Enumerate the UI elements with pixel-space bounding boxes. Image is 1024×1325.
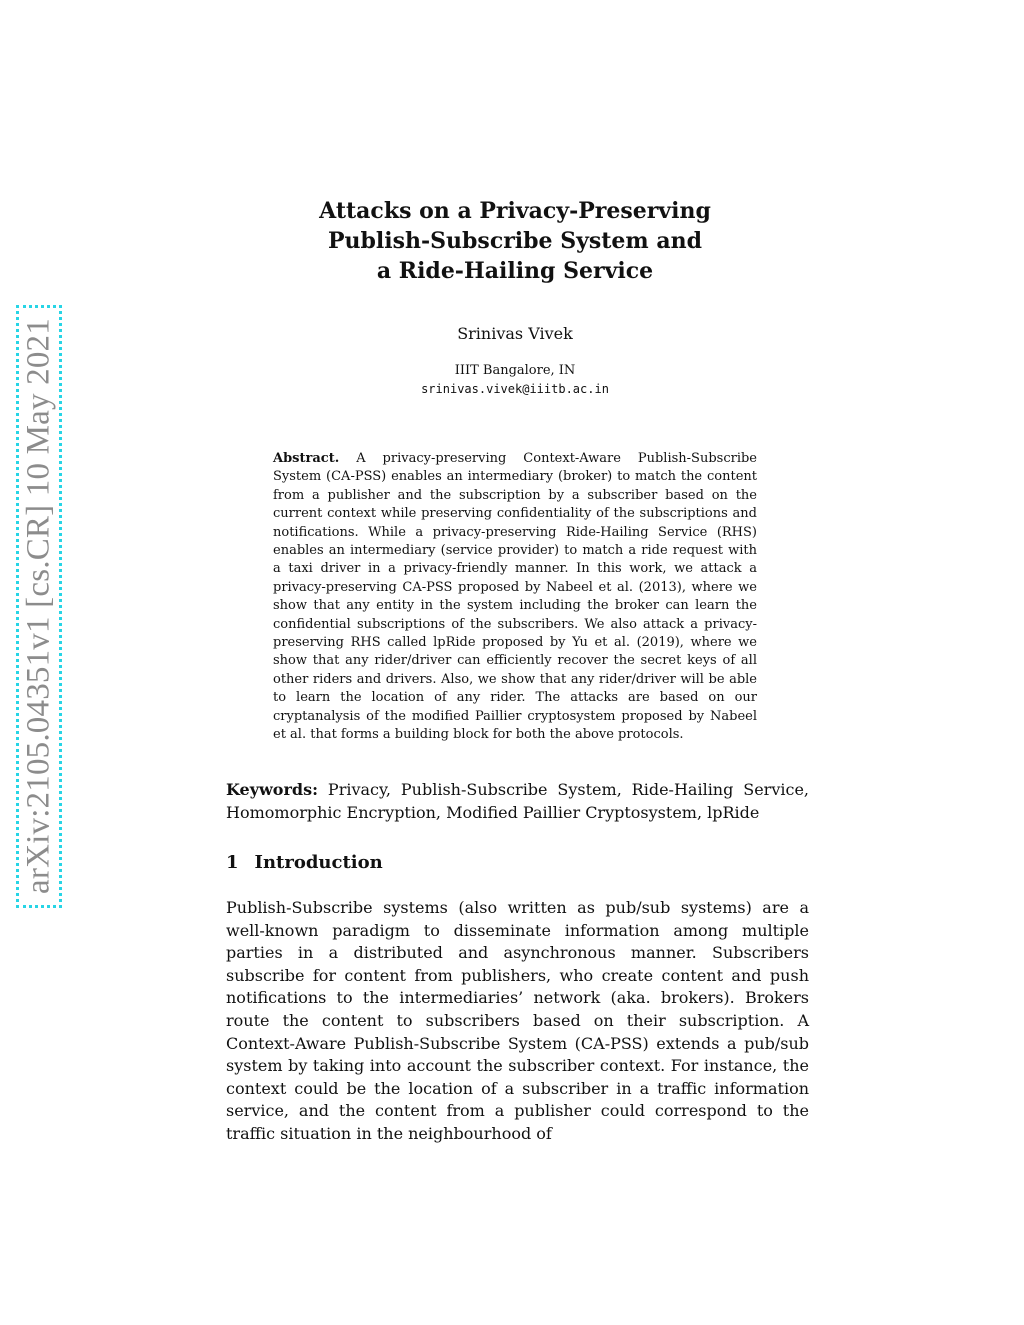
abstract [273, 450, 757, 745]
title-line-1: Attacks on a Privacy-Preserving [319, 198, 711, 224]
author-name: Srinivas Vivek [457, 324, 573, 343]
arxiv-identifier[interactable]: arXiv:2105.04351v1 [cs.CR] 10 May 2021 [20, 318, 57, 894]
paper-title [260, 196, 770, 286]
affiliation: IIIT Bangalore, IN [454, 363, 576, 378]
author-email[interactable]: srinivas.vivek@iiitb.ac.in [421, 382, 609, 396]
section-heading [226, 852, 383, 873]
section-title: Introduction [254, 852, 383, 873]
abstract-text: A privacy-preserving Context-Aware Publish-Subscribe System (CA-PSS) enables an intermediary (broker) to match the content from a publisher and the subscription by a subscriber based on the current context while preserving confidentiality of the subscriptions and notifications. While a privacy-preserving Ride-Hailing Service (RHS) enables an intermediary (service provider) to match a ride request with a taxi driver in a privacy-friendly manner. In this work, we attack a privacy-preserving CA-PSS proposed by Nabeel et al. (2013), where we show that any entity in the system including the broker can learn the confidential subscriptions of the subscribers. We also attack a privacy-preserving RHS called lpRide proposed by Yu et al. (2019), where we show that any rider/driver can efficiently recover the secret keys of all other riders and drivers. Also, we show that any rider/driver will be able to learn the location of any rider. The attacks are based on our cryptanalysis of the modified Paillier cryptosystem proposed by Nabeel et al. that forms a building block for both the above protocols. [273, 451, 757, 743]
section-number: 1 [226, 852, 239, 873]
introduction-paragraph: Publish-Subscribe systems (also written as pub/sub systems) are a well-known paradigm to disseminate information among multiple parties in a distributed and asynchronous manner. Subscribers subscribe for content from publishers, who create content and push notifications to the intermediaries’ network (aka. brokers). Brokers route the content to subscribers based on their subscription. A Context-Aware Publish-Subscribe System (CA-PSS) extends a pub/sub system by taking into account the subscriber context. For instance, the context could be the location of a subscriber in a traffic information service, and the content from a publisher could correspond to the traffic situation in the neighbourhood of [226, 898, 809, 1143]
abstract-label: Abstract. [273, 451, 340, 466]
title-line-2: Publish-Subscribe System and [328, 228, 702, 254]
keywords-label: Keywords: [226, 780, 319, 799]
keywords [226, 778, 809, 824]
keywords-text: Privacy, Publish-Subscribe System, Ride-Hailing Service, Homomorphic Encryption, Modified Paillier Cryptosystem, lpRide [226, 780, 809, 822]
title-line-3: a Ride-Hailing Service [376, 258, 654, 284]
author-affiliation-block [260, 362, 770, 398]
